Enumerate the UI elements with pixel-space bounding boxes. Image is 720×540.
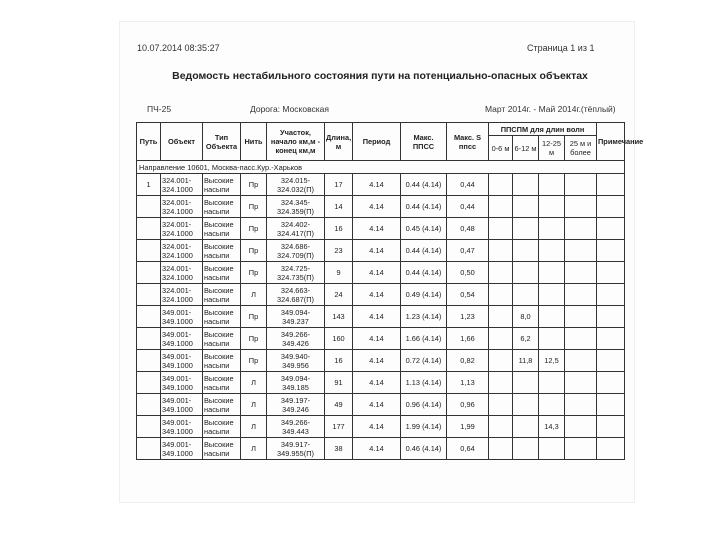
cell-note bbox=[597, 438, 625, 460]
cell-w3: 12,5 bbox=[539, 350, 565, 372]
cell-period: 4.14 bbox=[353, 416, 401, 438]
table-row bbox=[137, 438, 625, 460]
header-nit: Нить bbox=[241, 123, 267, 161]
document-title: Ведомость нестабильного состояния пути на потенциально-опасных объектах bbox=[172, 70, 588, 82]
table-row bbox=[137, 416, 625, 438]
cell-nit: Пр bbox=[241, 306, 267, 328]
cell-section: 349.094-349.185 bbox=[267, 372, 325, 394]
cell-nit: Пр bbox=[241, 328, 267, 350]
cell-max-ppss: 0.44 (4.14) bbox=[401, 196, 447, 218]
cell-max-s: 1,13 bbox=[447, 372, 489, 394]
cell-type: Высокие насыпи bbox=[203, 328, 241, 350]
header-max-s: Макс. S ппсс bbox=[447, 123, 489, 161]
cell-w4 bbox=[565, 328, 597, 350]
table-row bbox=[137, 196, 625, 218]
cell-note bbox=[597, 174, 625, 196]
cell-type: Высокие насыпи bbox=[203, 262, 241, 284]
cell-w1 bbox=[489, 306, 513, 328]
cell-nit: Пр bbox=[241, 262, 267, 284]
cell-w1 bbox=[489, 350, 513, 372]
cell-max-ppss: 1.99 (4.14) bbox=[401, 416, 447, 438]
cell-type: Высокие насыпи bbox=[203, 284, 241, 306]
cell-nit: Л bbox=[241, 372, 267, 394]
cell-max-s: 0,44 bbox=[447, 196, 489, 218]
header-max-ppss: Макс. ППСС bbox=[401, 123, 447, 161]
cell-type: Высокие насыпи bbox=[203, 372, 241, 394]
cell-section: 324.663-324.687(П) bbox=[267, 284, 325, 306]
table-row bbox=[137, 372, 625, 394]
cell-length: 14 bbox=[325, 196, 353, 218]
cell-object: 324.001-324.1000 bbox=[161, 240, 203, 262]
cell-nit: Л bbox=[241, 416, 267, 438]
cell-max-ppss: 1.13 (4.14) bbox=[401, 372, 447, 394]
cell-w4 bbox=[565, 350, 597, 372]
cell-put bbox=[137, 416, 161, 438]
cell-w3 bbox=[539, 218, 565, 240]
cell-object: 324.001-324.1000 bbox=[161, 196, 203, 218]
cell-nit: Пр bbox=[241, 350, 267, 372]
cell-w1 bbox=[489, 174, 513, 196]
cell-w1 bbox=[489, 262, 513, 284]
cell-note bbox=[597, 306, 625, 328]
table-row bbox=[137, 350, 625, 372]
cell-period: 4.14 bbox=[353, 218, 401, 240]
cell-note bbox=[597, 416, 625, 438]
cell-w2: 8,0 bbox=[513, 306, 539, 328]
cell-w1 bbox=[489, 284, 513, 306]
cell-w1 bbox=[489, 196, 513, 218]
cell-max-s: 0,44 bbox=[447, 174, 489, 196]
cell-period: 4.14 bbox=[353, 328, 401, 350]
page-indicator: Страница 1 из 1 bbox=[527, 43, 595, 53]
cell-length: 24 bbox=[325, 284, 353, 306]
table-row bbox=[137, 284, 625, 306]
cell-w2 bbox=[513, 416, 539, 438]
table-row bbox=[137, 218, 625, 240]
header-note: Примечание bbox=[597, 123, 625, 161]
cell-put bbox=[137, 372, 161, 394]
cell-length: 9 bbox=[325, 262, 353, 284]
cell-put bbox=[137, 196, 161, 218]
cell-max-ppss: 0.46 (4.14) bbox=[401, 438, 447, 460]
cell-w3 bbox=[539, 196, 565, 218]
cell-period: 4.14 bbox=[353, 196, 401, 218]
cell-length: 38 bbox=[325, 438, 353, 460]
cell-type: Высокие насыпи bbox=[203, 174, 241, 196]
cell-section: 349.266-349.443 bbox=[267, 416, 325, 438]
cell-type: Высокие насыпи bbox=[203, 394, 241, 416]
cell-put bbox=[137, 438, 161, 460]
cell-w4 bbox=[565, 218, 597, 240]
cell-w2 bbox=[513, 438, 539, 460]
cell-period: 4.14 bbox=[353, 240, 401, 262]
cell-w2: 6,2 bbox=[513, 328, 539, 350]
cell-note bbox=[597, 328, 625, 350]
cell-w4 bbox=[565, 306, 597, 328]
cell-length: 91 bbox=[325, 372, 353, 394]
cell-w4 bbox=[565, 284, 597, 306]
cell-w3 bbox=[539, 262, 565, 284]
cell-w2 bbox=[513, 262, 539, 284]
cell-section: 349.197-349.246 bbox=[267, 394, 325, 416]
cell-w4 bbox=[565, 416, 597, 438]
cell-section: 324.015-324.032(П) bbox=[267, 174, 325, 196]
cell-put bbox=[137, 218, 161, 240]
print-date: 10.07.2014 08:35:27 bbox=[137, 43, 220, 53]
cell-max-s: 1,99 bbox=[447, 416, 489, 438]
header-ppspm: ППСПМ для длин волн bbox=[489, 123, 597, 136]
cell-w3 bbox=[539, 372, 565, 394]
cell-object: 349.001-349.1000 bbox=[161, 438, 203, 460]
cell-type: Высокие насыпи bbox=[203, 240, 241, 262]
cell-period: 4.14 bbox=[353, 306, 401, 328]
cell-put bbox=[137, 394, 161, 416]
cell-max-ppss: 0.44 (4.14) bbox=[401, 174, 447, 196]
cell-length: 143 bbox=[325, 306, 353, 328]
cell-max-s: 0,96 bbox=[447, 394, 489, 416]
cell-max-ppss: 0.49 (4.14) bbox=[401, 284, 447, 306]
cell-section: 349.094-349.237 bbox=[267, 306, 325, 328]
cell-section: 349.266-349.426 bbox=[267, 328, 325, 350]
header-section: Участок, начало км,м - конец км,м bbox=[267, 123, 325, 161]
cell-section: 349.917-349.955(П) bbox=[267, 438, 325, 460]
cell-w3 bbox=[539, 174, 565, 196]
header-put: Путь bbox=[137, 123, 161, 161]
cell-max-ppss: 0.45 (4.14) bbox=[401, 218, 447, 240]
cell-section: 324.402-324.417(П) bbox=[267, 218, 325, 240]
cell-put bbox=[137, 262, 161, 284]
header-type: Тип Объекта bbox=[203, 123, 241, 161]
header-wave-25-plus: 25 м и более bbox=[565, 136, 597, 161]
cell-w3 bbox=[539, 328, 565, 350]
header-wave-12-25: 12-25 м bbox=[539, 136, 565, 161]
cell-max-ppss: 1.66 (4.14) bbox=[401, 328, 447, 350]
cell-w2 bbox=[513, 240, 539, 262]
cell-length: 17 bbox=[325, 174, 353, 196]
cell-object: 349.001-349.1000 bbox=[161, 416, 203, 438]
cell-nit: Пр bbox=[241, 196, 267, 218]
cell-w1 bbox=[489, 240, 513, 262]
header-wave-0-6: 0-6 м bbox=[489, 136, 513, 161]
cell-note bbox=[597, 196, 625, 218]
cell-object: 349.001-349.1000 bbox=[161, 306, 203, 328]
cell-w1 bbox=[489, 416, 513, 438]
cell-note bbox=[597, 394, 625, 416]
cell-put bbox=[137, 328, 161, 350]
cell-w4 bbox=[565, 174, 597, 196]
cell-length: 49 bbox=[325, 394, 353, 416]
cell-w1 bbox=[489, 394, 513, 416]
cell-w4 bbox=[565, 438, 597, 460]
cell-max-s: 0,54 bbox=[447, 284, 489, 306]
header-wave-6-12: 6-12 м bbox=[513, 136, 539, 161]
cell-w3 bbox=[539, 438, 565, 460]
cell-length: 23 bbox=[325, 240, 353, 262]
header-period: Период bbox=[353, 123, 401, 161]
cell-length: 177 bbox=[325, 416, 353, 438]
cell-note bbox=[597, 350, 625, 372]
cell-w2: 11,8 bbox=[513, 350, 539, 372]
cell-object: 324.001-324.1000 bbox=[161, 218, 203, 240]
cell-type: Высокие насыпи bbox=[203, 350, 241, 372]
cell-period: 4.14 bbox=[353, 394, 401, 416]
cell-put bbox=[137, 306, 161, 328]
cell-object: 349.001-349.1000 bbox=[161, 328, 203, 350]
table-row bbox=[137, 306, 625, 328]
report-table bbox=[136, 122, 644, 460]
cell-put bbox=[137, 240, 161, 262]
cell-note bbox=[597, 218, 625, 240]
cell-section: 349.940-349.956 bbox=[267, 350, 325, 372]
cell-object: 349.001-349.1000 bbox=[161, 372, 203, 394]
cell-period: 4.14 bbox=[353, 284, 401, 306]
cell-w2 bbox=[513, 218, 539, 240]
cell-section: 324.725-324.735(П) bbox=[267, 262, 325, 284]
cell-w4 bbox=[565, 240, 597, 262]
cell-period: 4.14 bbox=[353, 174, 401, 196]
cell-max-s: 0,64 bbox=[447, 438, 489, 460]
table-row bbox=[137, 394, 625, 416]
table-row bbox=[137, 328, 625, 350]
cell-w2 bbox=[513, 196, 539, 218]
cell-max-s: 1,23 bbox=[447, 306, 489, 328]
cell-w2 bbox=[513, 394, 539, 416]
cell-type: Высокие насыпи bbox=[203, 416, 241, 438]
cell-note bbox=[597, 240, 625, 262]
cell-w4 bbox=[565, 372, 597, 394]
road-label: Дорога: Московская bbox=[250, 104, 329, 114]
cell-max-ppss: 0.44 (4.14) bbox=[401, 240, 447, 262]
direction-row: Направление 10601, Москва-пасс.Кур.-Харьков bbox=[137, 161, 625, 174]
cell-w2 bbox=[513, 174, 539, 196]
cell-type: Высокие насыпи bbox=[203, 196, 241, 218]
cell-w2 bbox=[513, 284, 539, 306]
cell-max-ppss: 0.72 (4.14) bbox=[401, 350, 447, 372]
cell-object: 324.001-324.1000 bbox=[161, 262, 203, 284]
period-label: Март 2014г. - Май 2014г.(тёплый) bbox=[485, 104, 616, 114]
cell-w1 bbox=[489, 372, 513, 394]
cell-w4 bbox=[565, 394, 597, 416]
cell-period: 4.14 bbox=[353, 438, 401, 460]
cell-max-ppss: 0.44 (4.14) bbox=[401, 262, 447, 284]
cell-w3 bbox=[539, 306, 565, 328]
cell-nit: Л bbox=[241, 394, 267, 416]
cell-nit: Пр bbox=[241, 240, 267, 262]
cell-w2 bbox=[513, 372, 539, 394]
division-label: ПЧ-25 bbox=[147, 104, 172, 114]
cell-w1 bbox=[489, 328, 513, 350]
cell-length: 16 bbox=[325, 218, 353, 240]
cell-period: 4.14 bbox=[353, 372, 401, 394]
cell-period: 4.14 bbox=[353, 262, 401, 284]
cell-w1 bbox=[489, 218, 513, 240]
cell-type: Высокие насыпи bbox=[203, 218, 241, 240]
cell-max-ppss: 1.23 (4.14) bbox=[401, 306, 447, 328]
cell-put bbox=[137, 284, 161, 306]
cell-note bbox=[597, 262, 625, 284]
cell-nit: Пр bbox=[241, 174, 267, 196]
cell-max-s: 0,82 bbox=[447, 350, 489, 372]
cell-w4 bbox=[565, 262, 597, 284]
cell-section: 324.345-324.359(П) bbox=[267, 196, 325, 218]
cell-nit: Л bbox=[241, 284, 267, 306]
cell-period: 4.14 bbox=[353, 350, 401, 372]
cell-w4 bbox=[565, 196, 597, 218]
cell-type: Высокие насыпи bbox=[203, 306, 241, 328]
cell-max-s: 1,66 bbox=[447, 328, 489, 350]
cell-max-ppss: 0.96 (4.14) bbox=[401, 394, 447, 416]
header-length: Длина, м bbox=[325, 123, 353, 161]
cell-max-s: 0,47 bbox=[447, 240, 489, 262]
header-object: Объект bbox=[161, 123, 203, 161]
cell-put: 1 bbox=[137, 174, 161, 196]
cell-object: 349.001-349.1000 bbox=[161, 394, 203, 416]
cell-length: 160 bbox=[325, 328, 353, 350]
cell-max-s: 0,48 bbox=[447, 218, 489, 240]
cell-section: 324.686-324.709(П) bbox=[267, 240, 325, 262]
cell-nit: Л bbox=[241, 438, 267, 460]
cell-object: 324.001-324.1000 bbox=[161, 284, 203, 306]
table-row bbox=[137, 174, 625, 196]
cell-w3 bbox=[539, 240, 565, 262]
cell-w3 bbox=[539, 394, 565, 416]
cell-nit: Пр bbox=[241, 218, 267, 240]
cell-length: 16 bbox=[325, 350, 353, 372]
table-row bbox=[137, 240, 625, 262]
cell-note bbox=[597, 284, 625, 306]
cell-w3 bbox=[539, 284, 565, 306]
cell-object: 349.001-349.1000 bbox=[161, 350, 203, 372]
cell-object: 324.001-324.1000 bbox=[161, 174, 203, 196]
cell-note bbox=[597, 372, 625, 394]
table-row bbox=[137, 262, 625, 284]
cell-type: Высокие насыпи bbox=[203, 438, 241, 460]
cell-w3: 14,3 bbox=[539, 416, 565, 438]
cell-put bbox=[137, 350, 161, 372]
cell-max-s: 0,50 bbox=[447, 262, 489, 284]
cell-w1 bbox=[489, 438, 513, 460]
